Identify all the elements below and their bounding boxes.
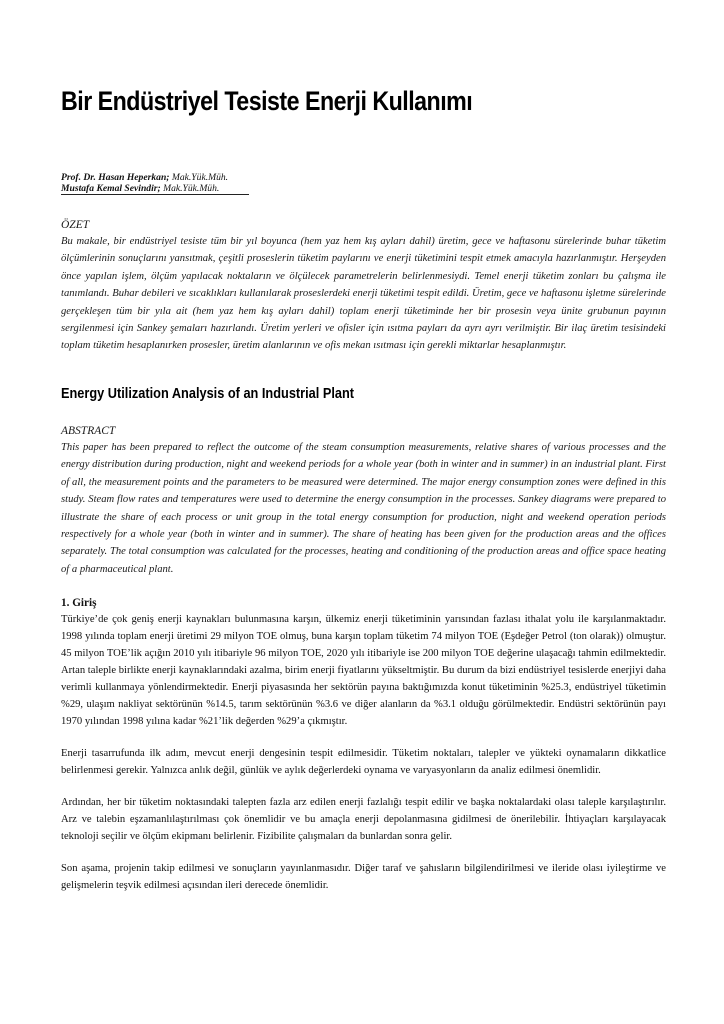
author-1 [61, 172, 261, 183]
paragraph: Son aşama, projenin takip edilmesi ve sonuçların yayınlanmasıdır. Diğer taraf ve şahısların bilgilendirilmesi ve ileride olası iyileştirme ve gelişmelerin teşvik edilmesi açısından ileri derecede önemlidir. [61, 863, 666, 891]
authors-block [61, 172, 261, 195]
abstract-section [61, 424, 666, 578]
paragraph: Türkiye’de çok geniş enerji kaynakları bulunmasına karşın, ülkemiz enerji tüketiminin yarısından fazlası ithalat yolu ile karşılanmaktadır. 1998 yılında toplam enerji üretimi 29 milyon TOE olmuş, buna karşın toplam tüketim 74 milyon TOE (Eşdeğer Petrol (ton olarak)) olmuştur. 45 milyon TOE’lik açığın 2010 yılı itibariyle 96 milyon TOE, 2020 yılı itibariyle ise 200 milyon TOE değerine ulaşacağı tahmin edilmektedir. Artan taleple birlikte enerji kaynaklarındaki azalma, birim enerji fiyatlarını yükseltmiştir. Bu durum da bizi endüstriyel tesislerde enerjiyi daha verimli kullanmaya yönlendirmektedir. Enerji piyasasında her sektörün payına baktığımızda konut tüketiminin %25.3, endüstriyel tüketimin %29, ulaşım nakliyat sektörünün %14.5, tarım sektörünün %3.6 ve diğer alanların da %3.1 olduğu görülmektedir. Endüstri sektörünün payı 1970 yılından 1998 yılına kadar %21’lik değerden %29’a çıkmıştır. [61, 614, 666, 727]
section-heading: 1. Giriş [61, 597, 97, 609]
section-introduction [61, 596, 666, 909]
abstract-text: This paper has been prepared to reflect the outcome of the steam consumption measurements, relative shares of various processes and the energy distribution during production, night and weekend periods for a whole year (both in winter and in summer) in an industrial plant. First of all, the measurement points and the parameters to be measured were determined. The major energy consumption zones were defined in this study. Steam flow rates and temperatures were used to determine the energy consumption in the processes. Sankey diagrams were prepared to illustrate the share of each process or unit group in the total energy consumption for production, night and weekend operation periods respectively for a whole year (both in winter and in summer). The share of heating has been given for the production areas and the offices separately. The total consumption was calculated for the processes, heating and conditioning of the production areas and office space heating of a pharmaceutical plant. [61, 442, 666, 575]
ozet-text: Bu makale, bir endüstriyel tesiste tüm bir yıl boyunca (hem yaz hem kış ayları dahil) üretim, gece ve haftasonu sürelerinde buhar tüketim ölçümlerinin sonuçlarını yansıtmak, çeşitli proseslerin tüketim paylarını ve enerji tüketimini tespit etmek amacıyla hazırlanmıştır. Herşeyden önce yapılan işlem, ölçüm yapılacak noktaların ve ölçülecek parametrelerin belirlenmesiydi. Temel enerji tüketim zonları bu çalışma ile tanımlandı. Buhar debileri ve sıcaklıkları kullanılarak proseslerdeki enerji tüketimi tespit edildi. Üretim, gece ve haftasonu işletme sürelerinde gerçekleşen tüm bir yıla ait (hem yaz hem kış ayları dahil) toplam enerji tüketiminde her bir prosesin veya ünite grubunun payının sergilenmesi için Sankey şemaları hazırlandı. Üretim yerleri ve ofisler için ısıtma payları da ayrı ayrı verilmiştir. Bir ilaç üretim tesisindeki toplam tüketim hesaplanırken prosesler, üretim alanlarının ve ofis mekan ısıtması için gerekli miktarlar hesaplanmıştır. [61, 236, 666, 352]
author-degree: Mak.Yük.Müh. [160, 183, 220, 194]
paragraph: Enerji tasarrufunda ilk adım, mevcut enerji dengesinin tespit edilmesidir. Tüketim noktaları, talepler ve yükteki oynamaların dikkatlice belirlenmesi gerekir. Yalnızca anlık değil, günlük ve aylık değerlerdeki oynama ve varyasyonların da analiz edilmesi önemlidir. [61, 748, 666, 776]
abstract-heading: ABSTRACT [61, 425, 116, 437]
paragraph: Ardından, her bir tüketim noktasındaki talepten fazla arz edilen enerji fazlalığı tespit edilir ve başka noktalardaki olası taleple karşılaştırılır. Arz ve talebin eşzamanlılaştırılması çok önemlidir ve bu amaçla enerji depolanmasına gidilmesi de önerilebilir. İhtiyaçları karşılayacak teknoloji seçilir ve ölçüm ekipmanı belirlenir. Fizibilite çalışmaları da bunlardan sonra gelir. [61, 797, 666, 842]
author-degree: Mak.Yük.Müh. [169, 172, 229, 183]
author-name: Mustafa Kemal Sevindir; [61, 183, 161, 194]
paper-title: Bir Endüstriyel Tesiste Enerji Kullanımı [61, 86, 473, 116]
author-name: Prof. Dr. Hasan Heperkan; [61, 172, 170, 183]
author-2 [61, 183, 249, 195]
english-title: Energy Utilization Analysis of an Industrial Plant [61, 386, 355, 402]
ozet-heading: ÖZET [61, 219, 90, 231]
ozet-section [61, 218, 666, 355]
